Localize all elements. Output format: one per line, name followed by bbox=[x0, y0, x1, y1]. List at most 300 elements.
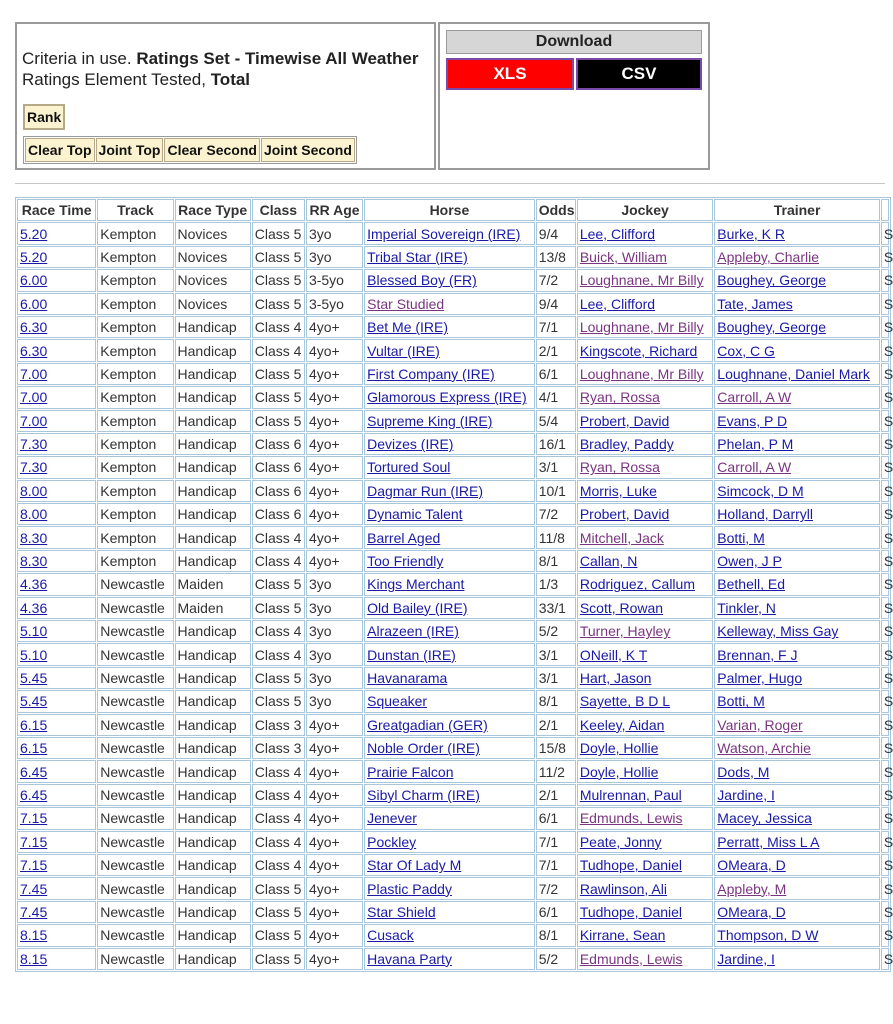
class-cell: Class 4 bbox=[252, 807, 305, 829]
horse-cell bbox=[364, 316, 535, 338]
trainer-link[interactable]: Varian, Roger bbox=[717, 716, 803, 733]
rr-age-cell: 3yo bbox=[306, 690, 363, 712]
horse-cell bbox=[364, 550, 535, 572]
horse-link[interactable]: Alrazeen (IRE) bbox=[367, 623, 459, 640]
trainer-link[interactable]: OMeara, D bbox=[717, 903, 786, 920]
jockey-link[interactable]: Doyle, Hollie bbox=[579, 763, 659, 780]
race-time-link[interactable]: 8.00 bbox=[20, 482, 48, 499]
extra-cell: S bbox=[881, 831, 889, 853]
race-type-cell: Handicap bbox=[175, 620, 251, 642]
jockey-link[interactable]: Mitchell, Jack bbox=[579, 529, 664, 546]
horse-cell bbox=[364, 573, 535, 595]
track-cell: Kempton bbox=[97, 526, 173, 548]
race-time-link[interactable]: 5.10 bbox=[20, 646, 48, 663]
jockey-cell bbox=[577, 597, 713, 619]
clear-second-button[interactable]: Clear Second bbox=[164, 138, 259, 162]
jockey-link[interactable]: Hart, Jason bbox=[579, 670, 652, 686]
horse-cell bbox=[364, 643, 535, 665]
trainer-link[interactable]: Burke, K R bbox=[717, 225, 785, 242]
race-type-cell: Handicap bbox=[175, 854, 251, 876]
track-cell: Kempton bbox=[97, 269, 173, 291]
trainer-link[interactable]: Tinkler, N bbox=[717, 599, 776, 616]
rr-age-cell: 4yo+ bbox=[306, 901, 363, 923]
jockey-link[interactable]: Lee, Clifford bbox=[579, 225, 656, 242]
race-time-cell bbox=[17, 690, 96, 712]
horse-link[interactable]: Dunstan (IRE) bbox=[367, 646, 456, 663]
horse-link[interactable]: Tribal Star (IRE) bbox=[367, 248, 468, 265]
trainer-link[interactable]: Brennan, F J bbox=[717, 646, 798, 663]
table-row bbox=[17, 246, 889, 268]
extra-cell: S bbox=[881, 854, 889, 876]
jockey-cell bbox=[577, 948, 713, 970]
race-type-cell: Handicap bbox=[175, 433, 251, 455]
trainer-cell bbox=[714, 784, 880, 806]
jockey-link[interactable]: Ryan, Rossa bbox=[579, 389, 660, 406]
class-cell: Class 5 bbox=[252, 222, 305, 244]
horse-link[interactable]: Dagmar Run (IRE) bbox=[367, 482, 484, 499]
table-row bbox=[17, 456, 889, 478]
table-row bbox=[17, 690, 889, 712]
table-row bbox=[17, 737, 889, 759]
trainer-link[interactable]: OMeara, D bbox=[717, 857, 786, 874]
joint-top-button[interactable]: Joint Top bbox=[96, 138, 164, 162]
race-time-link[interactable]: 6.30 bbox=[20, 319, 48, 336]
rr-age-cell: 4yo+ bbox=[306, 526, 363, 548]
trainer-link[interactable]: Palmer, Hugo bbox=[717, 670, 803, 686]
race-time-link[interactable]: 7.00 bbox=[20, 389, 48, 406]
race-time-cell bbox=[17, 316, 96, 338]
race-type-cell: Handicap bbox=[175, 526, 251, 548]
horse-link[interactable]: Star Shield bbox=[367, 903, 436, 920]
joint-second-button[interactable]: Joint Second bbox=[261, 138, 355, 162]
track-cell: Kempton bbox=[97, 339, 173, 361]
jockey-link[interactable]: Rodriguez, Callum bbox=[579, 576, 695, 593]
race-time-link[interactable]: 6.15 bbox=[20, 740, 48, 757]
track-cell: Newcastle bbox=[97, 597, 173, 619]
race-time-cell bbox=[17, 597, 96, 619]
extra-cell: S bbox=[881, 877, 889, 899]
extra-cell: S bbox=[881, 339, 889, 361]
trainer-link[interactable]: Thompson, D W bbox=[717, 927, 819, 944]
rr-age-cell: 3yo bbox=[306, 643, 363, 665]
trainer-link[interactable]: Botti, M bbox=[717, 693, 765, 710]
horse-link[interactable]: Tortured Soul bbox=[367, 459, 451, 476]
xls-download-button[interactable]: XLS bbox=[446, 58, 574, 90]
race-type-cell: Novices bbox=[175, 222, 251, 244]
trainer-link[interactable]: Carroll, A W bbox=[717, 389, 792, 406]
results-table bbox=[15, 197, 891, 972]
trainer-link[interactable]: Phelan, P M bbox=[717, 436, 794, 453]
trainer-link[interactable]: Simcock, D M bbox=[717, 482, 804, 499]
trainer-cell bbox=[714, 760, 880, 782]
jockey-link[interactable]: Morris, Luke bbox=[579, 482, 657, 499]
trainer-link[interactable]: Tate, James bbox=[717, 295, 793, 312]
jockey-link[interactable]: Buick, William bbox=[579, 248, 667, 265]
horse-cell bbox=[364, 456, 535, 478]
horse-link[interactable]: Devizes (IRE) bbox=[367, 436, 454, 453]
extra-cell: S bbox=[881, 550, 889, 572]
odds-cell: 10/1 bbox=[536, 480, 576, 502]
header-race-time: Race Time bbox=[17, 199, 96, 221]
jockey-cell bbox=[577, 386, 713, 408]
rr-age-cell: 4yo+ bbox=[306, 480, 363, 502]
race-time-cell bbox=[17, 526, 96, 548]
race-time-cell bbox=[17, 573, 96, 595]
trainer-cell bbox=[714, 293, 880, 315]
horse-cell bbox=[364, 410, 535, 432]
jockey-link[interactable]: Scott, Rowan bbox=[579, 599, 664, 616]
trainer-cell bbox=[714, 854, 880, 876]
horse-link[interactable]: Star Studied bbox=[367, 295, 445, 312]
jockey-link[interactable]: Probert, David bbox=[579, 412, 670, 429]
race-time-link[interactable]: 6.30 bbox=[20, 342, 48, 359]
trainer-cell bbox=[714, 316, 880, 338]
extra-cell: S bbox=[881, 620, 889, 642]
rr-age-cell: 4yo+ bbox=[306, 433, 363, 455]
race-time-cell bbox=[17, 480, 96, 502]
race-time-cell bbox=[17, 246, 96, 268]
class-cell: Class 4 bbox=[252, 854, 305, 876]
trainer-link[interactable]: Carroll, A W bbox=[717, 459, 792, 476]
horse-link[interactable]: First Company (IRE) bbox=[367, 365, 495, 382]
jockey-link[interactable]: Loughnane, Mr Billy bbox=[579, 365, 704, 382]
horse-cell bbox=[364, 854, 535, 876]
table-row bbox=[17, 363, 889, 385]
odds-cell: 5/4 bbox=[536, 410, 576, 432]
jockey-cell bbox=[577, 784, 713, 806]
class-cell: Class 3 bbox=[252, 737, 305, 759]
rr-age-cell: 4yo+ bbox=[306, 737, 363, 759]
jockey-link[interactable]: Tudhope, Daniel bbox=[579, 903, 683, 920]
horse-link[interactable]: Pockley bbox=[367, 833, 417, 850]
trainer-cell bbox=[714, 550, 880, 572]
horse-cell bbox=[364, 433, 535, 455]
horse-cell bbox=[364, 924, 535, 946]
horse-link[interactable]: Too Friendly bbox=[367, 553, 444, 570]
race-time-link[interactable]: 5.45 bbox=[20, 693, 48, 710]
race-type-cell: Handicap bbox=[175, 948, 251, 970]
jockey-link[interactable]: Lee, Clifford bbox=[579, 295, 656, 312]
rr-age-cell: 4yo+ bbox=[306, 784, 363, 806]
rr-age-cell: 3yo bbox=[306, 222, 363, 244]
extra-cell: S bbox=[881, 807, 889, 829]
race-type-cell: Maiden bbox=[175, 597, 251, 619]
horse-link[interactable]: Kings Merchant bbox=[367, 576, 465, 593]
horse-link[interactable]: Jenever bbox=[367, 810, 417, 827]
race-type-cell: Handicap bbox=[175, 737, 251, 759]
jockey-link[interactable]: Tudhope, Daniel bbox=[579, 857, 683, 874]
race-time-link[interactable]: 6.45 bbox=[20, 763, 48, 780]
race-time-cell bbox=[17, 877, 96, 899]
track-cell: Newcastle bbox=[97, 901, 173, 923]
criteria-panel bbox=[15, 22, 436, 170]
odds-cell: 6/1 bbox=[536, 807, 576, 829]
race-time-link[interactable]: 6.15 bbox=[20, 716, 48, 733]
horse-link[interactable]: Plastic Paddy bbox=[367, 880, 452, 897]
trainer-cell bbox=[714, 480, 880, 502]
trainer-link[interactable]: Jardine, I bbox=[717, 950, 775, 967]
jockey-link[interactable]: Sayette, B D L bbox=[579, 693, 671, 710]
trainer-link[interactable]: Botti, M bbox=[717, 529, 765, 546]
horse-link[interactable]: Prairie Falcon bbox=[367, 763, 454, 780]
race-type-cell: Handicap bbox=[175, 831, 251, 853]
jockey-link[interactable]: Probert, David bbox=[579, 506, 670, 523]
race-time-link[interactable]: 6.00 bbox=[20, 272, 48, 289]
extra-cell: S bbox=[881, 737, 889, 759]
odds-cell: 13/8 bbox=[536, 246, 576, 268]
jockey-cell bbox=[577, 433, 713, 455]
jockey-cell bbox=[577, 410, 713, 432]
trainer-link[interactable]: Loughnane, Daniel Mark bbox=[717, 365, 870, 382]
track-cell: Newcastle bbox=[97, 643, 173, 665]
odds-cell: 11/8 bbox=[536, 526, 576, 548]
horse-link[interactable]: Barrel Aged bbox=[367, 529, 441, 546]
jockey-link[interactable]: Edmunds, Lewis bbox=[579, 810, 683, 827]
track-cell: Newcastle bbox=[97, 667, 173, 689]
trainer-link[interactable]: Jardine, I bbox=[717, 786, 775, 803]
race-time-cell bbox=[17, 456, 96, 478]
race-time-link[interactable]: 8.30 bbox=[20, 553, 48, 570]
class-cell: Class 6 bbox=[252, 480, 305, 502]
race-type-cell: Maiden bbox=[175, 573, 251, 595]
jockey-link[interactable]: Rawlinson, Ali bbox=[579, 880, 667, 897]
jockey-link[interactable]: Loughnane, Mr Billy bbox=[579, 319, 704, 336]
rr-age-cell: 4yo+ bbox=[306, 807, 363, 829]
table-row bbox=[17, 831, 889, 853]
race-time-link[interactable]: 7.30 bbox=[20, 459, 48, 476]
table-row bbox=[17, 433, 889, 455]
jockey-link[interactable]: Kingscote, Richard bbox=[579, 342, 698, 359]
race-time-link[interactable]: 7.15 bbox=[20, 810, 48, 827]
horse-link[interactable]: Noble Order (IRE) bbox=[367, 740, 480, 757]
jockey-link[interactable]: Turner, Hayley bbox=[579, 623, 671, 640]
class-cell: Class 5 bbox=[252, 246, 305, 268]
jockey-link[interactable]: Callan, N bbox=[579, 553, 638, 570]
trainer-link[interactable]: Kelleway, Miss Gay bbox=[717, 623, 839, 640]
csv-download-button[interactable]: CSV bbox=[576, 58, 702, 90]
trainer-link[interactable]: Macey, Jessica bbox=[717, 810, 812, 827]
clear-top-button[interactable]: Clear Top bbox=[25, 138, 95, 162]
race-time-link[interactable]: 8.15 bbox=[20, 950, 48, 967]
race-type-cell: Handicap bbox=[175, 807, 251, 829]
horse-cell bbox=[364, 620, 535, 642]
race-time-cell bbox=[17, 269, 96, 291]
header-rr-age: RR Age bbox=[306, 199, 363, 221]
extra-cell: S bbox=[881, 246, 889, 268]
race-time-link[interactable]: 7.15 bbox=[20, 857, 48, 874]
rr-age-cell: 3yo bbox=[306, 620, 363, 642]
jockey-link[interactable]: Doyle, Hollie bbox=[579, 740, 659, 757]
class-cell: Class 4 bbox=[252, 831, 305, 853]
race-time-cell bbox=[17, 339, 96, 361]
trainer-cell bbox=[714, 269, 880, 291]
jockey-cell bbox=[577, 901, 713, 923]
jockey-link[interactable]: Peate, Jonny bbox=[579, 833, 662, 850]
horse-cell bbox=[364, 293, 535, 315]
horse-link[interactable]: Blessed Boy (FR) bbox=[367, 272, 477, 289]
horse-link[interactable]: Supreme King (IRE) bbox=[367, 412, 493, 429]
race-time-link[interactable]: 4.36 bbox=[20, 576, 48, 593]
jockey-cell bbox=[577, 246, 713, 268]
header-extra bbox=[881, 199, 889, 221]
jockey-link[interactable]: Mulrennan, Paul bbox=[579, 786, 682, 803]
trainer-link[interactable]: Appleby, Charlie bbox=[717, 248, 819, 265]
horse-cell bbox=[364, 269, 535, 291]
race-time-link[interactable]: 6.45 bbox=[20, 786, 48, 803]
race-time-link[interactable]: 7.00 bbox=[20, 412, 48, 429]
race-time-cell bbox=[17, 948, 96, 970]
horse-link[interactable]: Greatgadian (GER) bbox=[367, 716, 488, 733]
extra-cell: S bbox=[881, 293, 889, 315]
extra-cell: S bbox=[881, 643, 889, 665]
jockey-link[interactable]: Kirrane, Sean bbox=[579, 927, 666, 944]
race-type-cell: Handicap bbox=[175, 410, 251, 432]
horse-link[interactable]: Havanarama bbox=[367, 670, 448, 686]
download-panel bbox=[438, 22, 710, 170]
extra-cell: S bbox=[881, 690, 889, 712]
horse-cell bbox=[364, 714, 535, 736]
class-cell: Class 6 bbox=[252, 503, 305, 525]
trainer-link[interactable]: Perratt, Miss L A bbox=[717, 833, 820, 850]
race-time-cell bbox=[17, 784, 96, 806]
horse-link[interactable]: Glamorous Express (IRE) bbox=[367, 389, 527, 406]
horse-cell bbox=[364, 386, 535, 408]
horse-link[interactable]: Star Of Lady M bbox=[367, 857, 462, 874]
extra-cell: S bbox=[881, 924, 889, 946]
trainer-cell bbox=[714, 503, 880, 525]
odds-cell: 15/8 bbox=[536, 737, 576, 759]
download-title: Download bbox=[446, 30, 702, 54]
rr-age-cell: 4yo+ bbox=[306, 714, 363, 736]
rank-button[interactable]: Rank bbox=[23, 104, 65, 130]
race-time-link[interactable]: 5.45 bbox=[20, 670, 48, 686]
race-time-link[interactable]: 6.00 bbox=[20, 295, 48, 312]
race-time-link[interactable]: 4.36 bbox=[20, 599, 48, 616]
race-time-link[interactable]: 7.30 bbox=[20, 436, 48, 453]
odds-cell: 4/1 bbox=[536, 386, 576, 408]
race-time-cell bbox=[17, 714, 96, 736]
trainer-link[interactable]: Boughey, George bbox=[717, 319, 827, 336]
trainer-link[interactable]: Dods, M bbox=[717, 763, 770, 780]
race-time-link[interactable]: 5.10 bbox=[20, 623, 48, 640]
race-time-link[interactable]: 5.20 bbox=[20, 248, 48, 265]
jockey-link[interactable]: Keeley, Aidan bbox=[579, 716, 665, 733]
race-time-link[interactable]: 8.30 bbox=[20, 529, 48, 546]
horse-link[interactable]: Bet Me (IRE) bbox=[367, 319, 449, 336]
trainer-link[interactable]: Bethell, Ed bbox=[717, 576, 786, 593]
race-time-cell bbox=[17, 620, 96, 642]
race-type-cell: Handicap bbox=[175, 550, 251, 572]
track-cell: Kempton bbox=[97, 550, 173, 572]
trainer-link[interactable]: Evans, P D bbox=[717, 412, 788, 429]
rr-age-cell: 4yo+ bbox=[306, 854, 363, 876]
trainer-link[interactable]: Holland, Darryll bbox=[717, 506, 813, 523]
class-cell: Class 4 bbox=[252, 620, 305, 642]
horse-cell bbox=[364, 901, 535, 923]
class-cell: Class 5 bbox=[252, 597, 305, 619]
jockey-cell bbox=[577, 714, 713, 736]
odds-cell: 7/1 bbox=[536, 316, 576, 338]
extra-cell: S bbox=[881, 714, 889, 736]
extra-cell: S bbox=[881, 222, 889, 244]
race-type-cell: Handicap bbox=[175, 901, 251, 923]
jockey-cell bbox=[577, 363, 713, 385]
race-time-link[interactable]: 8.15 bbox=[20, 927, 48, 944]
horse-link[interactable]: Sibyl Charm (IRE) bbox=[367, 786, 480, 803]
odds-cell: 2/1 bbox=[536, 784, 576, 806]
track-cell: Newcastle bbox=[97, 831, 173, 853]
horse-link[interactable]: Imperial Sovereign (IRE) bbox=[367, 225, 521, 242]
race-type-cell: Handicap bbox=[175, 714, 251, 736]
extra-cell: S bbox=[881, 410, 889, 432]
race-time-link[interactable]: 7.00 bbox=[20, 365, 48, 382]
jockey-link[interactable]: Ryan, Rossa bbox=[579, 459, 660, 476]
track-cell: Kempton bbox=[97, 363, 173, 385]
extra-cell: S bbox=[881, 316, 889, 338]
trainer-link[interactable]: Watson, Archie bbox=[717, 740, 811, 757]
horse-link[interactable]: Dynamic Talent bbox=[367, 506, 463, 523]
trainer-cell bbox=[714, 643, 880, 665]
table-row bbox=[17, 410, 889, 432]
race-time-cell bbox=[17, 503, 96, 525]
table-row bbox=[17, 597, 889, 619]
header-race-type: Race Type bbox=[175, 199, 251, 221]
race-time-link[interactable]: 8.00 bbox=[20, 506, 48, 523]
jockey-cell bbox=[577, 293, 713, 315]
horse-link[interactable]: Squeaker bbox=[367, 693, 428, 710]
trainer-link[interactable]: Appleby, M bbox=[717, 880, 787, 897]
track-cell: Newcastle bbox=[97, 854, 173, 876]
rr-age-cell: 3-5yo bbox=[306, 269, 363, 291]
odds-cell: 11/2 bbox=[536, 760, 576, 782]
track-cell: Kempton bbox=[97, 293, 173, 315]
extra-cell: S bbox=[881, 386, 889, 408]
criteria-element bbox=[22, 69, 434, 90]
race-type-cell: Handicap bbox=[175, 339, 251, 361]
trainer-cell bbox=[714, 901, 880, 923]
race-time-link[interactable]: 7.45 bbox=[20, 880, 48, 897]
odds-cell: 9/4 bbox=[536, 222, 576, 244]
race-time-link[interactable]: 5.20 bbox=[20, 225, 48, 242]
trainer-cell bbox=[714, 667, 880, 689]
odds-cell: 7/1 bbox=[536, 831, 576, 853]
jockey-cell bbox=[577, 854, 713, 876]
odds-cell: 3/1 bbox=[536, 667, 576, 689]
divider bbox=[15, 183, 885, 184]
horse-link[interactable]: Cusack bbox=[367, 927, 414, 944]
trainer-cell bbox=[714, 526, 880, 548]
horse-link[interactable]: Havana Party bbox=[367, 950, 452, 967]
jockey-link[interactable]: Bradley, Paddy bbox=[579, 436, 674, 453]
jockey-link[interactable]: Edmunds, Lewis bbox=[579, 950, 683, 967]
race-time-cell bbox=[17, 550, 96, 572]
horse-link[interactable]: Vultar (IRE) bbox=[367, 342, 440, 359]
rr-age-cell: 4yo+ bbox=[306, 386, 363, 408]
jockey-link[interactable]: ONeill, K T bbox=[579, 646, 648, 663]
trainer-link[interactable]: Cox, C G bbox=[717, 342, 775, 359]
race-time-link[interactable]: 7.15 bbox=[20, 833, 48, 850]
jockey-link[interactable]: Loughnane, Mr Billy bbox=[579, 272, 704, 289]
race-time-link[interactable]: 7.45 bbox=[20, 903, 48, 920]
track-cell: Kempton bbox=[97, 480, 173, 502]
class-cell: Class 5 bbox=[252, 269, 305, 291]
table-row bbox=[17, 316, 889, 338]
trainer-link[interactable]: Owen, J P bbox=[717, 553, 782, 570]
trainer-link[interactable]: Boughey, George bbox=[717, 272, 827, 289]
horse-link[interactable]: Old Bailey (IRE) bbox=[367, 599, 468, 616]
horse-cell bbox=[364, 339, 535, 361]
class-cell: Class 5 bbox=[252, 573, 305, 595]
